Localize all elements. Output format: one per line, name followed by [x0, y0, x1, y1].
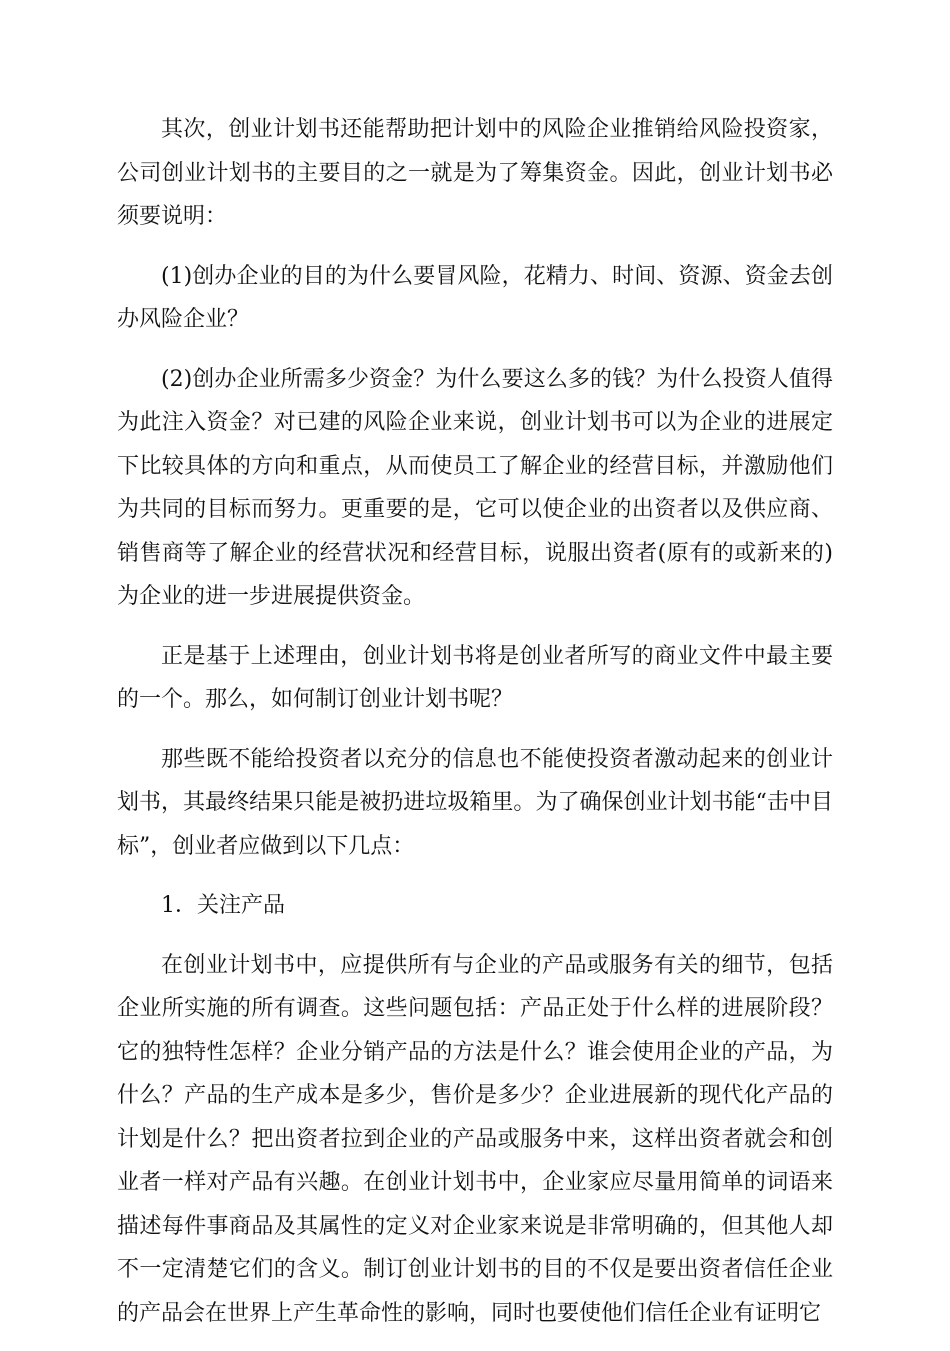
- document-body: [117, 108, 833, 1351]
- paragraph-point-2: (2)创办企业所需多少资金？为什么要这么多的钱？为什么投资人值得为此注入资金？对已建的风险企业来说，创业计划书可以为企业的进展定下比较具体的方向和重点，从而使员工了解企业的经营目标，并激励他们为共同的目标而努力。更重要的是，它可以使企业的出资者以及供应商、销售商等了解企业的经营状况和经营目标，说服出资者(原有的或新来的)为企业的进一步进展提供资金。: [117, 366, 833, 609]
- section-heading-product: 1．关注产品: [161, 893, 285, 918]
- paragraph-intro: 其次，创业计划书还能帮助把计划中的风险企业推销给风险投资家，公司创业计划书的主要目的之一就是为了筹集资金。因此，创业计划书必须要说明：: [117, 117, 833, 229]
- paragraph-product: 在创业计划书中，应提供所有与企业的产品或服务有关的细节，包括企业所实施的所有调查。这些问题包括：产品正处于什么样的进展阶段？它的独特性怎样？企业分销产品的方法是什么？谁会使用企业的产品，为什么？产品的生产成本是多少，售价是多少？企业进展新的现代化产品的计划是什么？把出资者拉到企业的产品或服务中来，这样出资者就会和创业者一样对产品有兴趣。在创业计划书中，企业家应尽量用简单的词语来描述每件事商品及其属性的定义对企业家来说是非常明确的，但其他人却不一定清楚它们的含义。制订创业计划书的目的不仅是要出资者信任企业的产品会在世界上产生革命性的影响，同时也要使他们信任企业有证明它: [117, 952, 833, 1326]
- paragraph-reason: 正是基于上述理由，创业计划书将是创业者所写的商业文件中最主要的一个。那么，如何制订创业计划书呢？: [117, 643, 833, 712]
- paragraph-point-1: (1)创办企业的目的为什么要冒风险，花精力、时间、资源、资金去创办风险企业？: [117, 263, 833, 332]
- paragraph-target: 那些既不能给投资者以充分的信息也不能使投资者激动起来的创业计划书，其最终结果只能是被扔进垃圾箱里。为了确保创业计划书能“击中目标”，创业者应做到以下几点：: [117, 746, 833, 859]
